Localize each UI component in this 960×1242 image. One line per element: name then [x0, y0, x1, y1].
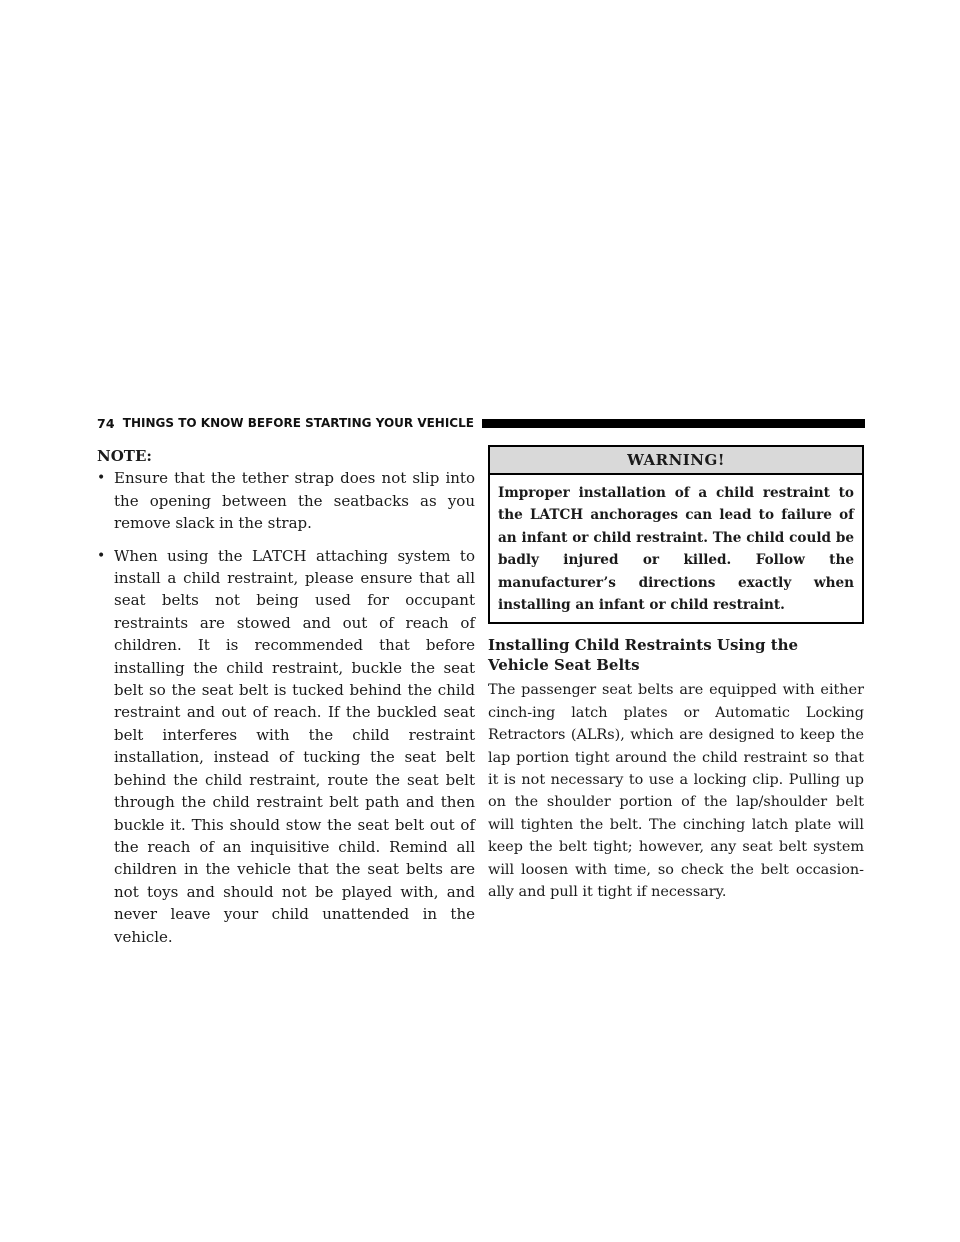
bullet-text: When using the LATCH attaching system to install a child restraint, please ensure that all seat belts not being used for occupant restraints are stowed and out of reach of children. It is recommended that before installing the child restraint, buckle the seat belt so the seat belt is tucked behind the child restraint and out of reach. If the buckled seat belt interferes with the child restraint installation, instead of tucking the seat belt behind the child restraint, route the seat belt through the child restraint belt path and then buckle it. This should stow the seat belt out of the reach of an inquisitive child. Remind all children in the vehicle that the seat belts are not toys and should not be played with, and never leave your child unattended in the vehicle. — [114, 546, 475, 946]
warning-body: Improper installation of a child restraint to the LATCH anchorages can lead to failure of an infant or child restraint. The child could be badly injured or killed. Follow the manufacturer’s directions exactly when installing an infant or child restraint. — [498, 485, 854, 614]
bullet-item — [97, 545, 475, 948]
left-column — [97, 445, 475, 948]
bullet-text: Ensure that the tether strap does not slip into the opening between the seatbacks as you remove slack in the strap. — [114, 469, 475, 533]
warning-box — [488, 445, 864, 624]
section-heading: Installing Child Restraints Using the Vehicle Seat Belts — [488, 636, 799, 675]
header-rule — [482, 419, 865, 428]
bullet-icon: • — [97, 470, 106, 487]
running-head: THINGS TO KNOW BEFORE STARTING YOUR VEHICLE — [122, 416, 474, 430]
page-number: 74 — [97, 415, 115, 431]
note-label: NOTE: — [97, 447, 152, 465]
page-header — [97, 414, 865, 432]
right-column — [488, 445, 864, 904]
bullet-item — [97, 467, 475, 534]
warning-title: WARNING! — [490, 447, 862, 475]
bullet-icon: • — [97, 547, 106, 564]
section-body: The passenger seat belts are equipped with either cinch-ing latch plates or Automatic Locking Retractors (ALRs), which are designed to keep the lap portion tight around the child restraint so that it is not necessary to use a locking clip. Pulling up on the shoulder portion of the lap/shoulder belt will tighten the belt. The cinching latch plate will keep the belt tight; however, any seat belt system will loosen with time, so check the belt occasion-ally and pull it tight if necessary. — [488, 682, 864, 901]
